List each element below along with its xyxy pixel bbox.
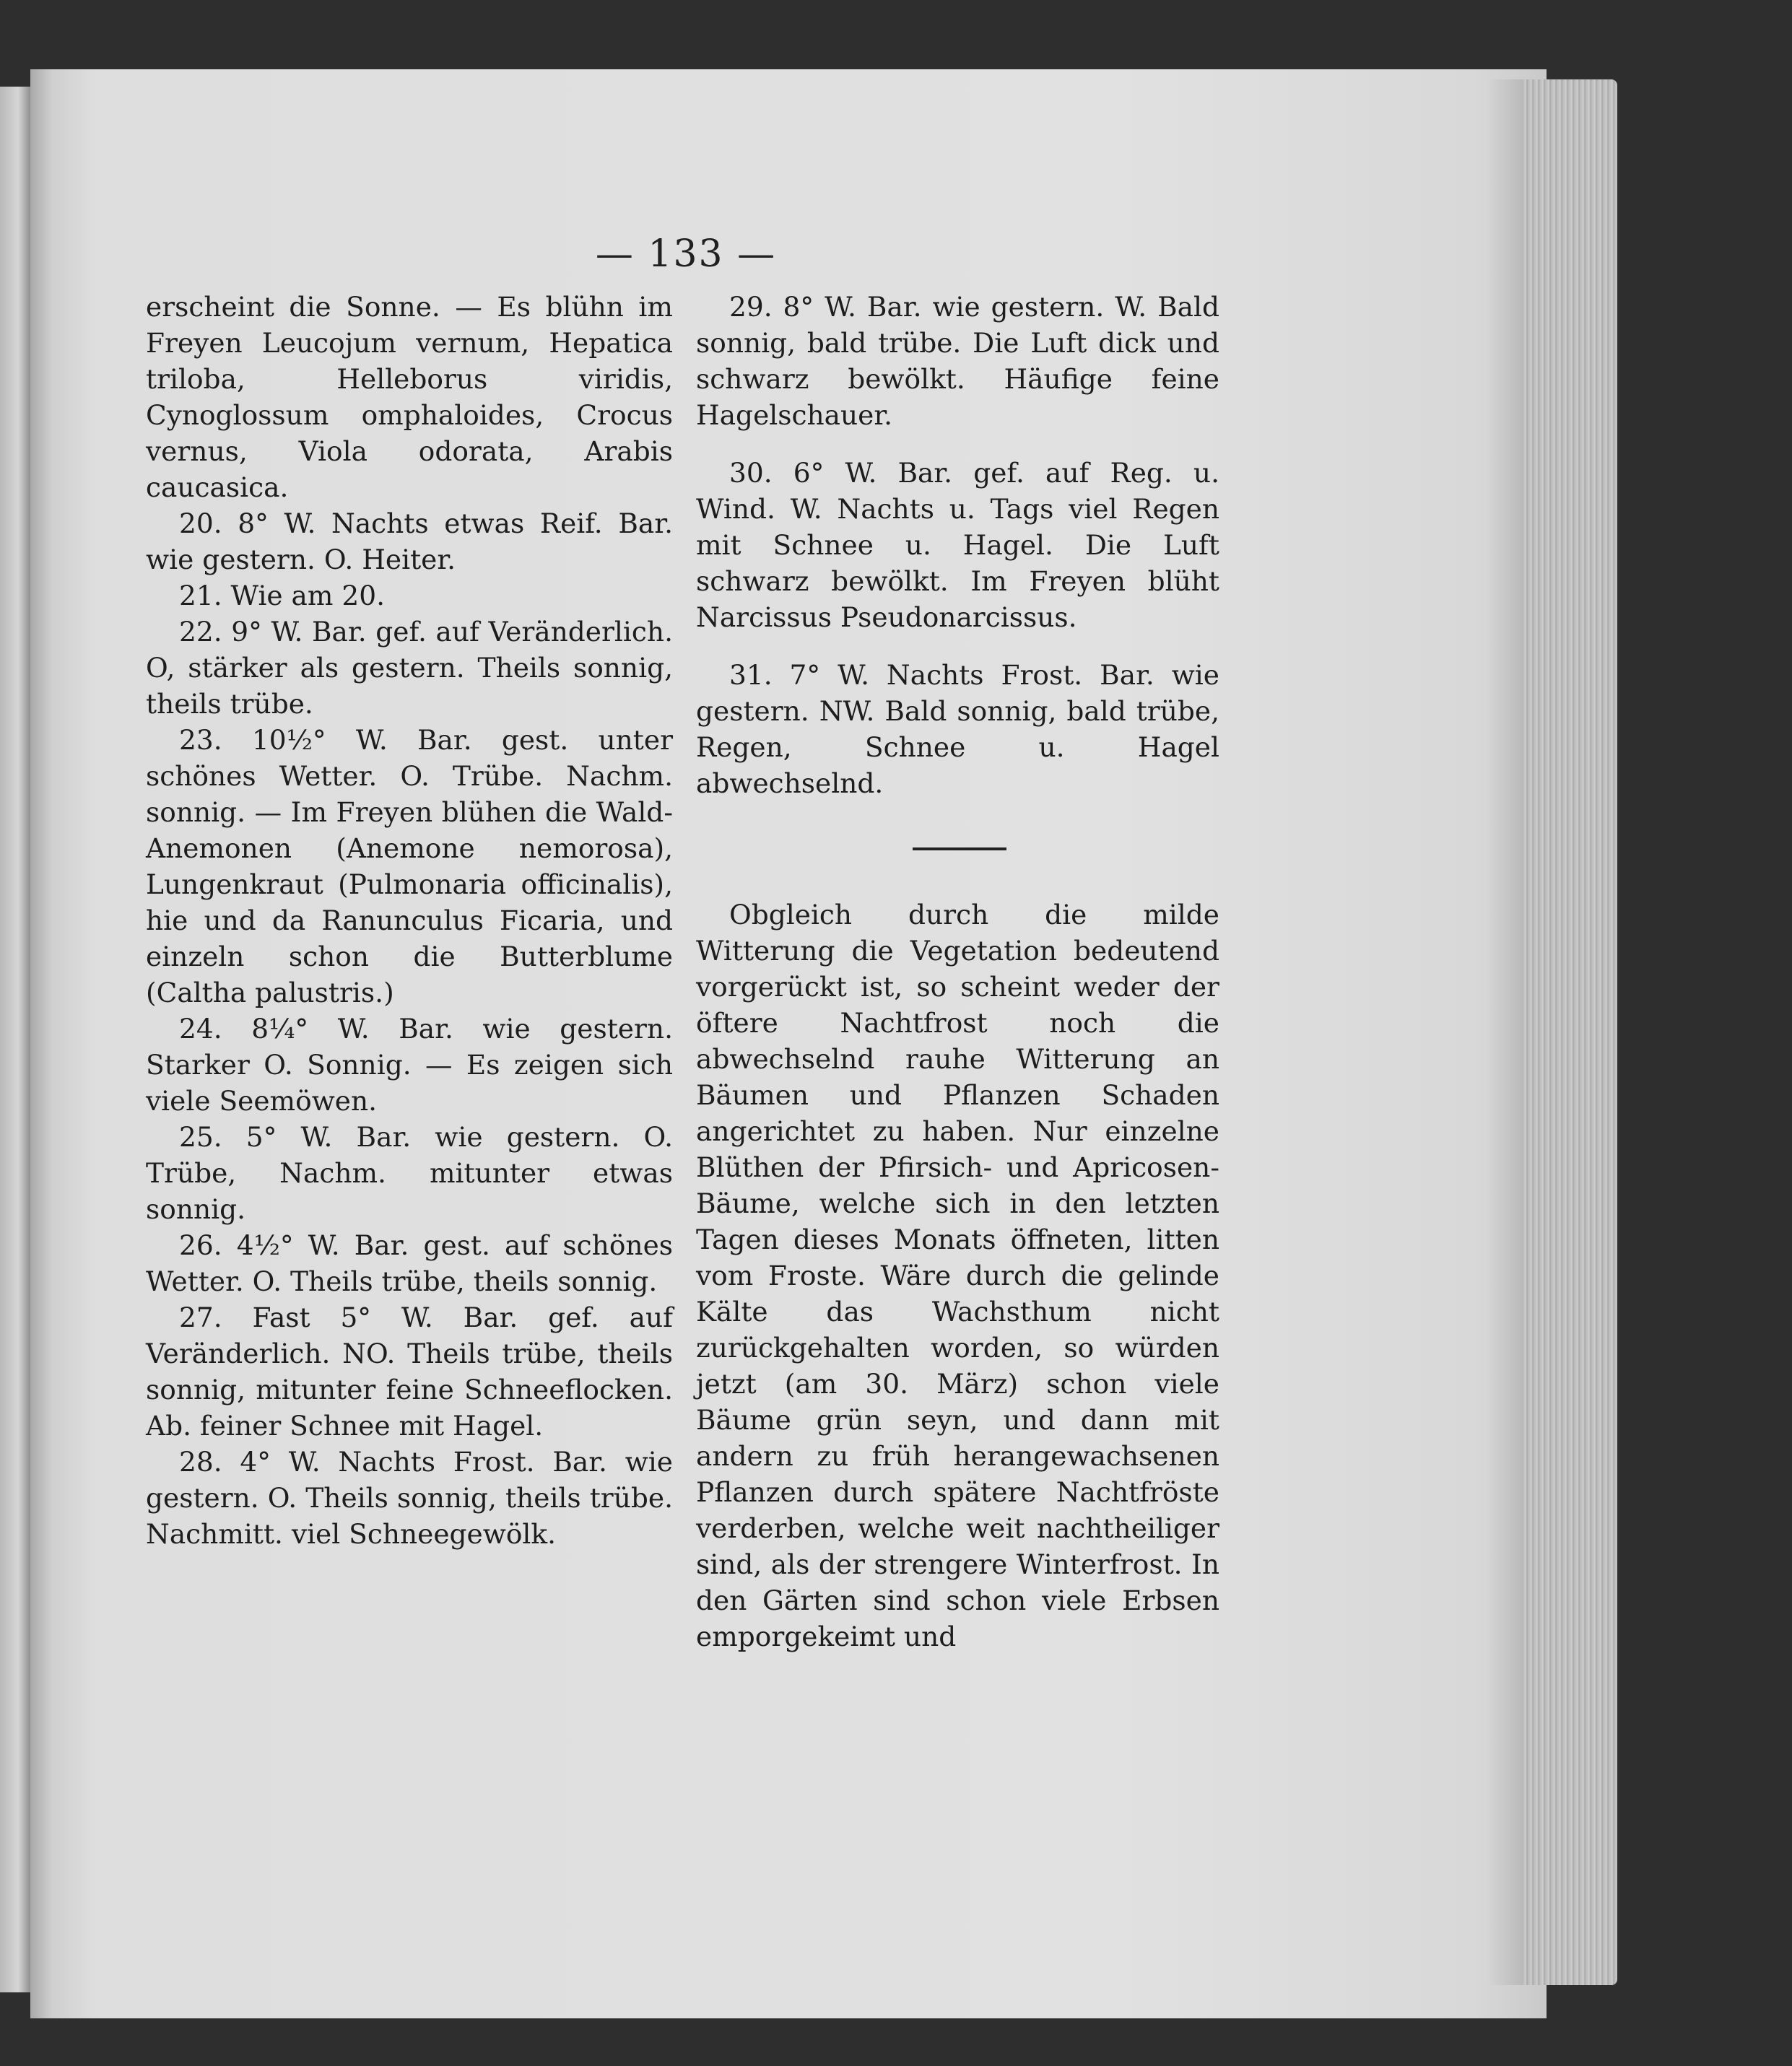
section-divider [913, 847, 1006, 850]
weather-entry: 22. 9° W. Bar. gef. auf Veränderlich. O, stärker als gestern. Theils sonnig, theils trübe. [146, 616, 673, 720]
page-edges [1523, 79, 1617, 1985]
right-column [696, 289, 1219, 1655]
weather-entry: 29. 8° W. Bar. wie gestern. W. Bald sonnig, bald trübe. Die Luft dick und schwarz bewölkt. Häufige feine Hagelschauer. [696, 291, 1219, 431]
weather-entry: 26. 4½° W. Bar. gest. auf schönes Wetter. O. Theils trübe, theils sonnig. [146, 1229, 673, 1297]
facing-page-edge [0, 87, 30, 1992]
weather-entry: 21. Wie am 20. [179, 580, 386, 611]
left-column [146, 289, 673, 1552]
weather-entry: 31. 7° W. Nachts Frost. Bar. wie gestern. NW. Bald sonnig, bald trübe, Regen, Schnee u. Hagel abwechselnd. [696, 659, 1219, 799]
weather-entry: 25. 5° W. Bar. wie gestern. O. Trübe, Nachm. mitunter etwas sonnig. [146, 1121, 673, 1225]
weather-entry: 28. 4° W. Nachts Frost. Bar. wie gestern. O. Theils sonnig, theils trübe. Nachmitt. viel Schneegewölk. [146, 1446, 673, 1550]
page-number: — 133 — [595, 232, 777, 276]
weather-entry: 23. 10½° W. Bar. gest. unter schönes Wetter. O. Trübe. Nachm. sonnig. — Im Freyen blühen die Wald-Anemonen (Anemone nemorosa), Lungenkraut (Pulmonaria officinalis), hie und da Ranunculus Ficaria, und einzeln schon die Butterblume (Caltha palustris.) [146, 724, 673, 1008]
weather-entry: 30. 6° W. Bar. gef. auf Reg. u. Wind. W. Nachts u. Tags viel Regen mit Schnee u. Hagel. Die Luft schwarz bewölkt. Im Freyen blüht Narcissus Pseudonarcissus. [696, 457, 1219, 633]
summary-paragraph: Obgleich durch die milde Witterung die Vegetation bedeutend vorgerückt ist, so scheint weder der öftere Nachtfrost noch die abwechselnd rauhe Witterung an Bäumen und Pflanzen Schaden angerichtet zu haben. Nur einzelne Blüthen der Pfirsich- und Apricosen-Bäume, welche sich in den letzten Tagen dieses Monats öffneten, litten vom Froste. Wäre durch die gelinde Kälte das Wachsthum nicht zurückgehalten worden, so würden jetzt (am 30. März) schon viele Bäume grün seyn, und dann mit andern zu früh herangewachsenen Pflanzen durch spätere Nachtfröste verderben, welche weit nachtheiliger sind, als der strengere Winterfrost. In den Gärten sind schon viele Erbsen emporgekeimt und [696, 899, 1219, 1652]
weather-entry: 27. Fast 5° W. Bar. gef. auf Veränderlich. NO. Theils trübe, theils sonnig, mitunter feine Schneeflocken. Ab. feiner Schnee mit Hagel. [146, 1302, 673, 1442]
weather-entry: 24. 8¼° W. Bar. wie gestern. Starker O. Sonnig. — Es zeigen sich viele Seemöwen. [146, 1013, 673, 1117]
paragraph: erscheint die Sonne. — Es blühn im Freyen Leucojum vernum, Hepatica triloba, Helleborus viridis, Cynoglossum omphaloides, Crocus vernus, Viola odorata, Arabis caucasica. [146, 291, 673, 503]
weather-entry: 20. 8° W. Nachts etwas Reif. Bar. wie gestern. O. Heiter. [146, 507, 673, 575]
